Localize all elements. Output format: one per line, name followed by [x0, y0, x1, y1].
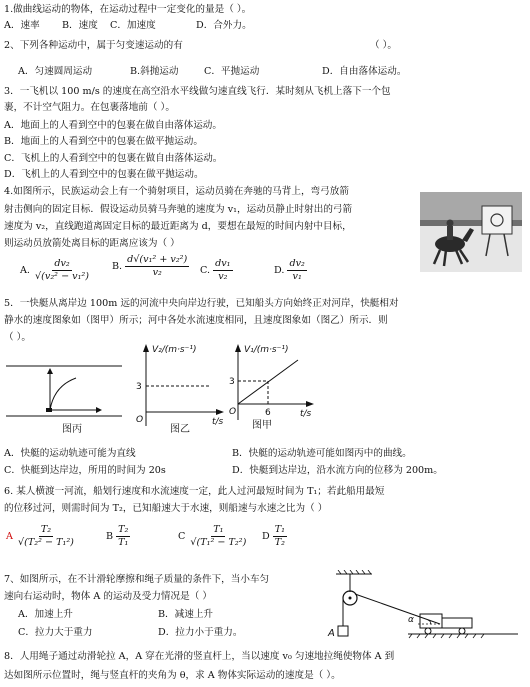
figure-yi-origin: O	[136, 415, 144, 425]
q6-option-a	[6, 524, 76, 549]
q6-line2: 的位移过河，则需时间为 T₂，已知船速大于水速，则船速与水速之比为（ ）	[4, 503, 328, 514]
q2-option-b: B.斜抛运动	[130, 66, 179, 77]
q4-option-b-label: B.	[112, 260, 123, 272]
figure-bing-river	[6, 350, 124, 436]
q7-option-b: B．减速上升	[158, 609, 214, 620]
q6-option-d-fraction	[273, 524, 287, 549]
figure-yi-graph	[130, 340, 226, 438]
q3-line1: 3．一飞机以 100 m/s 的速度在高空沿水平线做匀速直线飞行．某时刻从飞机上落下一个包	[4, 86, 391, 97]
q7-option-a: A．加速上升	[18, 609, 73, 620]
q5-option-b: B．快艇的运动轨迹可能如图丙中的曲线。	[232, 448, 412, 459]
q6-option-b-label: B	[106, 530, 114, 542]
q4-d-denominator: v₁	[292, 270, 302, 282]
q4-a-denominator: √(v₂² − v₁²)	[35, 270, 90, 282]
figure-jia-ylabel: V₁/(m·s⁻¹)	[244, 345, 289, 355]
q6-c-numerator: T₁	[213, 524, 224, 535]
figure-jia-tick-x: 6	[265, 408, 271, 418]
q4-c-denominator: v₂	[218, 270, 228, 282]
figure-jia-graph	[226, 340, 316, 438]
q6-option-a-fraction	[16, 524, 76, 549]
q4-line4: 则运动员放箭处离目标的距离应该为（ ）	[4, 238, 180, 249]
q5-line2: 静水的速度图象如（图甲）所示；河中各处水流速度相同，且速度图象如（图乙）所示．则	[4, 315, 388, 326]
q6-option-d	[262, 524, 287, 549]
q3-option-c: C．飞机上的人看到空中的包裹在做自由落体运动。	[4, 153, 223, 164]
q6-b-denominator: T₁	[118, 536, 129, 548]
q4-option-c-label: C.	[200, 264, 211, 276]
q5-line1: 5．一快艇从离岸边 100m 远的河流中央向岸边行驶，已知船头方向始终正对河岸，快艇相对	[4, 298, 399, 309]
q3-line2: 裹，不计空气阻力。在包裹落地前（ ）。	[4, 102, 175, 113]
q4-option-a-fraction	[33, 258, 91, 283]
q4-a-numerator: dv₂	[54, 258, 70, 269]
q2-option-c: C．平抛运动	[204, 66, 260, 77]
q6-d-denominator: T₂	[274, 536, 286, 548]
q4-option-a-label: A.	[20, 264, 30, 276]
q2-paren: （ ）。	[370, 40, 398, 51]
q2-stem: 2、下列各种运动中，属于匀变速运动的有	[4, 40, 183, 51]
q3-option-b: B．地面上的人看到空中的包裹在做平抛运动。	[4, 136, 203, 147]
q6-option-c	[178, 524, 248, 549]
q7-line2: 速向右运动时，物体 A 的运动及受力情况是（ ）	[4, 591, 212, 602]
q1-stem: 1.做曲线运动的物体，在运动过程中一定变化的量是（ ）。	[4, 4, 252, 15]
q2-option-a: A．匀速圆周运动	[18, 66, 93, 77]
q6-c-denominator: √(T₁² − T₂²)	[190, 536, 247, 548]
q6-option-c-fraction	[188, 524, 248, 549]
pulley-cart-figure	[322, 570, 524, 642]
figure-jia-xlabel: t/s	[300, 409, 312, 419]
q4-line2: 射击侧向的固定目标．假设运动员骑马奔驰的速度为 v₁，运动员静止时射出的弓箭	[4, 204, 353, 215]
q6-line1: 6. 某人横渡一河流，船划行速度和水流速度一定，此人过河最短时间为 T₁；若此船用最短	[4, 486, 385, 497]
figure-label-alpha: α	[408, 615, 414, 625]
q6-option-d-label: D	[262, 530, 270, 542]
figure-jia-caption: 图甲	[252, 420, 272, 431]
q6-a-denominator: √(T₂² − T₁²)	[18, 536, 74, 548]
q5-option-c: C．快艇到达岸边，所用的时间为 20s	[4, 465, 166, 476]
q4-c-numerator: dv₁	[215, 258, 231, 269]
q6-b-numerator: T₂	[118, 524, 129, 535]
figure-bing-caption: 图丙	[62, 424, 82, 435]
horse-archery-photo	[420, 192, 522, 272]
q4-option-d-fraction	[287, 258, 306, 283]
q4-option-a	[20, 258, 91, 283]
figure-yi-tick: 3	[136, 382, 142, 392]
q4-d-numerator: dv₂	[289, 258, 305, 269]
q7-option-d: D．拉力小于重力。	[158, 627, 243, 638]
q5-option-d: D．快艇到达岸边，沿水流方向的位移为 200m。	[232, 465, 443, 476]
q4-option-b-fraction	[125, 254, 189, 279]
q6-option-b	[106, 524, 130, 549]
q4-option-b	[112, 254, 189, 279]
q1-option-d: D．合外力。	[196, 20, 252, 31]
q7-line1: 7、如图所示，在不计滑轮摩擦和绳子质量的条件下，当小车匀	[4, 574, 270, 585]
q4-option-c	[200, 258, 233, 283]
figure-jia-origin: O	[229, 407, 237, 417]
q4-b-denominator: v₂	[152, 266, 162, 278]
q2-option-d: D．自由落体运动。	[322, 66, 407, 77]
q7-option-c: C．拉力大于重力	[18, 627, 93, 638]
q4-line3: 速度为 v₂，直线跑道离固定目标的最近距离为 d，要想在最短的时间内射中目标，	[4, 221, 352, 232]
q6-d-numerator: T₁	[274, 524, 286, 535]
q5-line3: （ ）。	[4, 332, 32, 343]
figure-yi-xlabel: t/s	[212, 417, 224, 427]
q1-option-a: A．速率	[4, 20, 40, 31]
q4-line1: 4.如图所示，民族运动会上有一个骑射项目，运动员骑在奔驰的马背上，弯弓放箭	[4, 186, 349, 197]
figure-label-a: A	[328, 628, 335, 639]
q4-b-numerator: d√(v₁² + v₂²)	[127, 254, 188, 265]
figure-yi-ylabel: V₂/(m·s⁻¹)	[152, 345, 197, 355]
q6-option-a-label: A	[6, 530, 13, 542]
q8-line2: 达如图所示位置时，绳与竖直杆的夹角为 θ，求 A 物体实际运动的速度是（ ）。	[4, 670, 341, 681]
figure-yi-caption: 图乙	[170, 424, 190, 435]
q6-option-b-fraction	[116, 524, 130, 549]
q4-option-c-fraction	[213, 258, 232, 283]
q4-option-d-label: D.	[274, 264, 285, 276]
q6-a-numerator: T₂	[40, 524, 52, 535]
q4-option-d	[274, 258, 307, 283]
q6-option-c-label: C	[178, 530, 186, 542]
figure-jia-tick-y: 3	[229, 377, 235, 387]
q1-option-c: C．加速度	[110, 20, 156, 31]
q8-line1: 8．人用绳子通过动滑轮拉 A，A 穿在光滑的竖直杆上，当以速度 v₀ 匀速地拉绳使物体 A 到	[4, 651, 395, 662]
q3-option-a: A．地面上的人看到空中的包裹在做自由落体运动。	[4, 120, 222, 131]
q3-option-d: D．飞机上的人看到空中的包裹在做平抛运动。	[4, 169, 204, 180]
q1-option-b: B．速度	[62, 20, 98, 31]
q5-option-a: A．快艇的运动轨迹可能为直线	[4, 448, 136, 459]
